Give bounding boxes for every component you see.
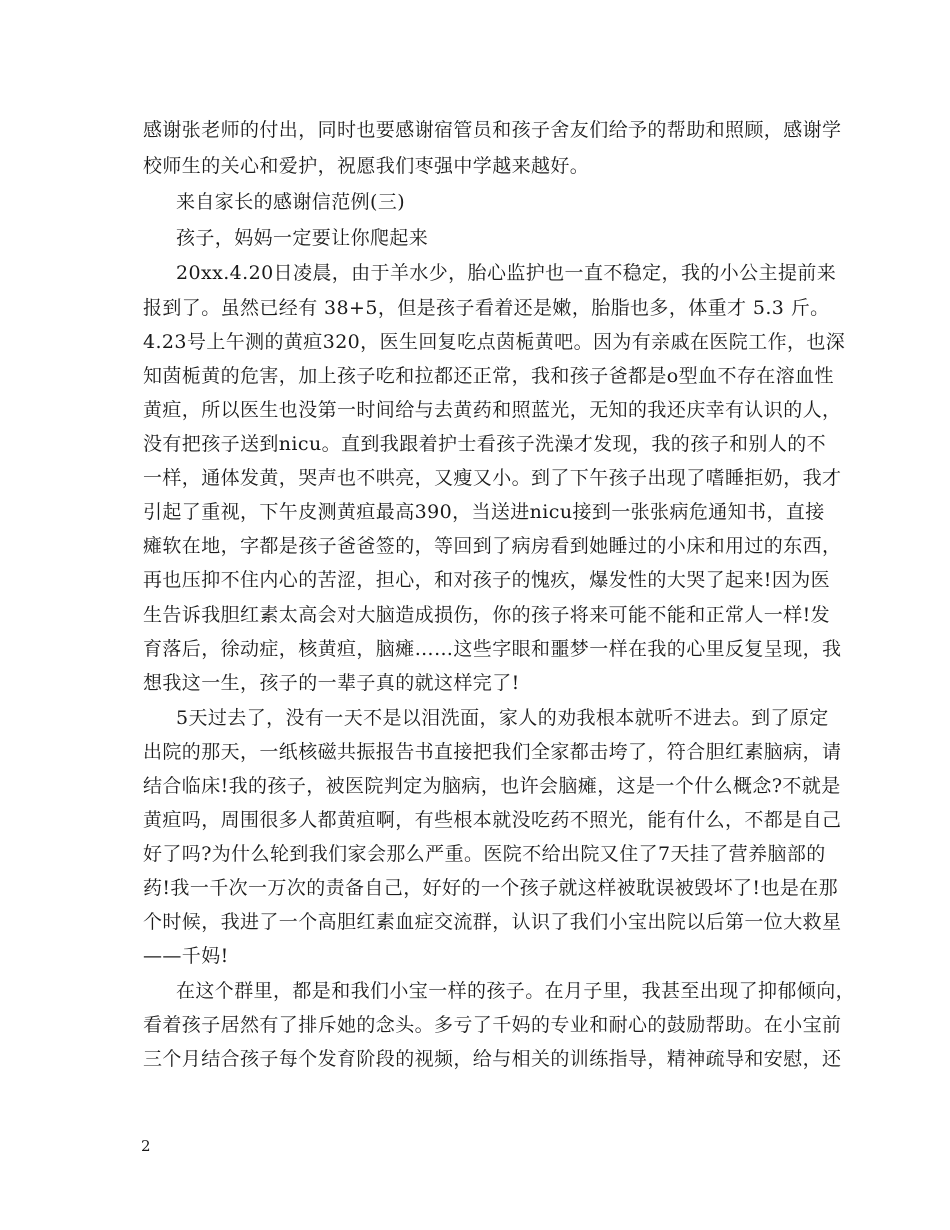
- paragraph-line: 校师生的关心和爱护，祝愿我们枣强中学越来越好。: [143, 155, 590, 177]
- section-heading: 来自家长的感谢信范例(三): [176, 191, 406, 213]
- paragraph-line: 没有把孩子送到nicu。直到我跟着护士看孩子洗澡才发现，我的孩子和别人的不: [143, 433, 826, 455]
- paragraph-line: 黄疸吗，周围很多人都黄疸啊，有些根本就没吃药不照光，能有什么，不都是自己: [143, 809, 842, 831]
- paragraph-line: 药!我一千次一万次的责备自己，好好的一个孩子就这样被耽误被毁坏了!也是在那: [143, 877, 839, 899]
- paragraph-line: 出院的那天，一纸核磁共振报告书直接把我们全家都击垮了，符合胆红素脑病，请: [143, 741, 842, 763]
- paragraph-line: 引起了重视，下午皮测黄疸最高390，当送进nicu接到一张张病危通知书，直接: [143, 501, 825, 523]
- paragraph-line: ——千妈!: [143, 945, 229, 967]
- paragraph-line: 报到了。虽然已经有 38+5，但是孩子看着还是嫩，胎脂也多，体重才 5.3 斤。: [143, 297, 830, 319]
- paragraph-line: 育落后，徐动症，核黄疸，脑瘫……这些字眼和噩梦一样在我的心里反复呈现，我: [143, 638, 842, 660]
- paragraph-line: 好了吗?为什么轮到我们家会那么严重。医院不给出院又住了7天挂了营养脑部的: [143, 843, 826, 865]
- paragraph-line: 瘫软在地，字都是孩子爸爸签的，等回到了病房看到她睡过的小床和用过的东西，: [143, 535, 842, 557]
- paragraph-line: 知茵栀黄的危害，加上孩子吃和拉都还正常，我和孩子爸都是o型血不存在溶血性: [143, 365, 834, 387]
- paragraph-line: 再也压抑不住内心的苦涩，担心，和对孩子的愧疚，爆发性的大哭了起来!因为医: [143, 569, 831, 591]
- paragraph-line: 生告诉我胆红素太高会对大脑造成损伤，你的孩子将来可能不能和正常人一样!发: [143, 604, 831, 626]
- paragraph-line: 三个月结合孩子每个发育阶段的视频，给与相关的训练指导，精神疏导和安慰，还: [143, 1048, 842, 1070]
- paragraph-line: 个时候，我进了一个高胆红素血症交流群，认识了我们小宝出院以后第一位大救星: [143, 911, 842, 933]
- paragraph-line: 黄疸，所以医生也没第一时间给与去黄药和照蓝光，无知的我还庆幸有认识的人，: [143, 399, 842, 421]
- paragraph-line: 看着孩子居然有了排斥她的念头。多亏了千妈的专业和耐心的鼓励帮助。在小宝前: [143, 1014, 842, 1036]
- paragraph-line: 结合临床!我的孩子，被医院判定为脑病，也许会脑瘫，这是一个什么概念?不就是: [143, 775, 841, 797]
- letter-title: 孩子，妈妈一定要让你爬起来: [176, 227, 429, 249]
- paragraph-line: 20xx.4.20日凌晨，由于羊水少，胎心监护也一直不稳定，我的小公主提前来: [176, 262, 837, 284]
- paragraph-line: 5天过去了，没有一天不是以泪洗面，家人的劝我根本就听不进去。到了原定: [176, 707, 829, 729]
- paragraph-line: 想我这一生，孩子的一辈子真的就这样完了!: [143, 672, 520, 694]
- paragraph-line: 4.23号上午测的黄疸320，医生回复吃点茵栀黄吧。因为有亲戚在医院工作，也深: [143, 331, 846, 353]
- paragraph-line: 一样，通体发黄，哭声也不哄亮，又瘦又小。到了下午孩子出现了嗜睡拒奶，我才: [143, 467, 842, 489]
- paragraph-line: 在这个群里，都是和我们小宝一样的孩子。在月子里，我甚至出现了抑郁倾向，: [176, 980, 856, 1002]
- page-number: 2: [141, 1137, 151, 1155]
- paragraph-line: 感谢张老师的付出，同时也要感谢宿管员和孩子舍友们给予的帮助和照顾，感谢学: [143, 119, 842, 141]
